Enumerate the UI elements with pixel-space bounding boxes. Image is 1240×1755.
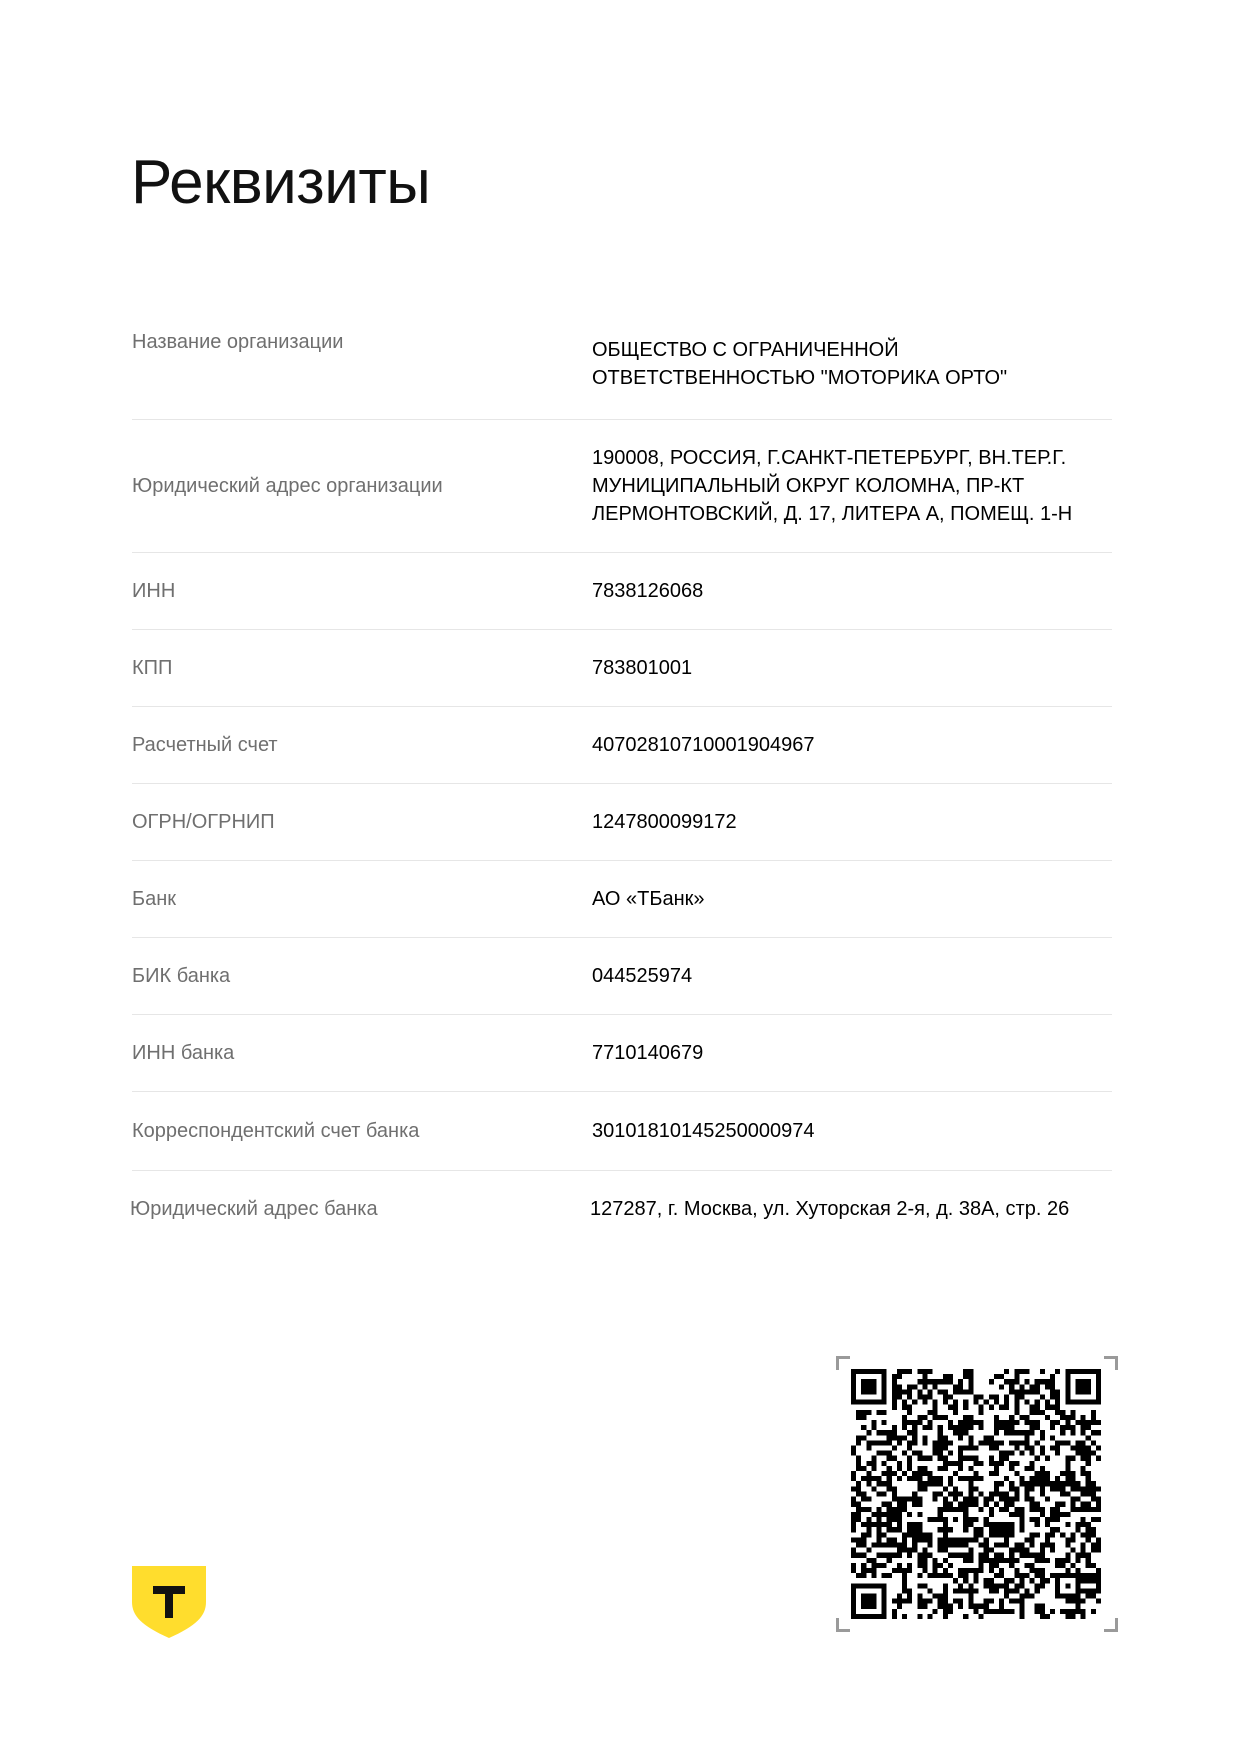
- row-label: Юридический адрес банка: [130, 1198, 378, 1220]
- row-value: 044525974: [592, 965, 693, 987]
- table-row-corr-account: [132, 1092, 1112, 1171]
- qr-frame-corner: [1104, 1356, 1118, 1370]
- row-value: ОБЩЕСТВО С ОГРАНИЧЕННОЙ ОТВЕТСТВЕННОСТЬЮ "МОТОРИКА ОРТО": [592, 338, 1008, 389]
- row-label: Корреспондентский счет банка: [132, 1120, 420, 1142]
- requisites-table: [132, 308, 1112, 1247]
- table-row-ogrn: [132, 784, 1112, 861]
- table-row-account: [132, 707, 1112, 784]
- row-value: 7710140679: [592, 1042, 704, 1064]
- row-value: 783801001: [592, 657, 693, 679]
- tbank-logo: [132, 1566, 206, 1638]
- row-label: ИНН банка: [132, 1042, 235, 1064]
- page-title: Реквизиты: [131, 148, 431, 217]
- row-label: БИК банка: [132, 965, 231, 987]
- row-label: ОГРН/ОГРНИП: [132, 811, 275, 833]
- row-label: Банк: [132, 888, 177, 910]
- table-row-bank-inn: [132, 1015, 1112, 1092]
- table-row-bank-address: [130, 1171, 1112, 1247]
- table-row-kpp: [132, 630, 1112, 707]
- qr-frame-corner: [836, 1618, 850, 1632]
- row-value: 30101810145250000974: [592, 1120, 815, 1142]
- row-value: 1247800099172: [592, 811, 737, 833]
- table-row-inn: [132, 553, 1112, 630]
- qr-code-icon: [851, 1369, 1101, 1619]
- row-value: 190008, РОССИЯ, Г.САНКТ-ПЕТЕРБУРГ, ВН.ТЕР.Г. МУНИЦИПАЛЬНЫЙ ОКРУГ КОЛОМНА, ПР-КТ ЛЕРМОНТОВСКИЙ, Д. 17, ЛИТЕРА А, ПОМЕЩ. 1-Н: [592, 447, 1073, 525]
- qr-frame-corner: [1104, 1618, 1118, 1632]
- qr-frame-corner: [836, 1356, 850, 1370]
- table-row-org-name: [132, 308, 1112, 420]
- row-value: 7838126068: [592, 580, 704, 602]
- row-label: ИНН: [132, 580, 176, 602]
- row-value: 127287, г. Москва, ул. Хуторская 2-я, д. 38А, стр. 26: [590, 1198, 1070, 1220]
- row-label: Название организации: [132, 331, 344, 353]
- table-row-bank: [132, 861, 1112, 938]
- table-row-bik: [132, 938, 1112, 1015]
- row-value: АО «ТБанк»: [592, 888, 705, 910]
- row-label: Расчетный счет: [132, 734, 278, 756]
- table-row-org-address: [132, 420, 1112, 553]
- row-label: Юридический адрес организации: [132, 475, 443, 497]
- qr-block: [836, 1356, 1118, 1632]
- row-label: КПП: [132, 657, 173, 679]
- row-value: 40702810710001904967: [592, 734, 815, 756]
